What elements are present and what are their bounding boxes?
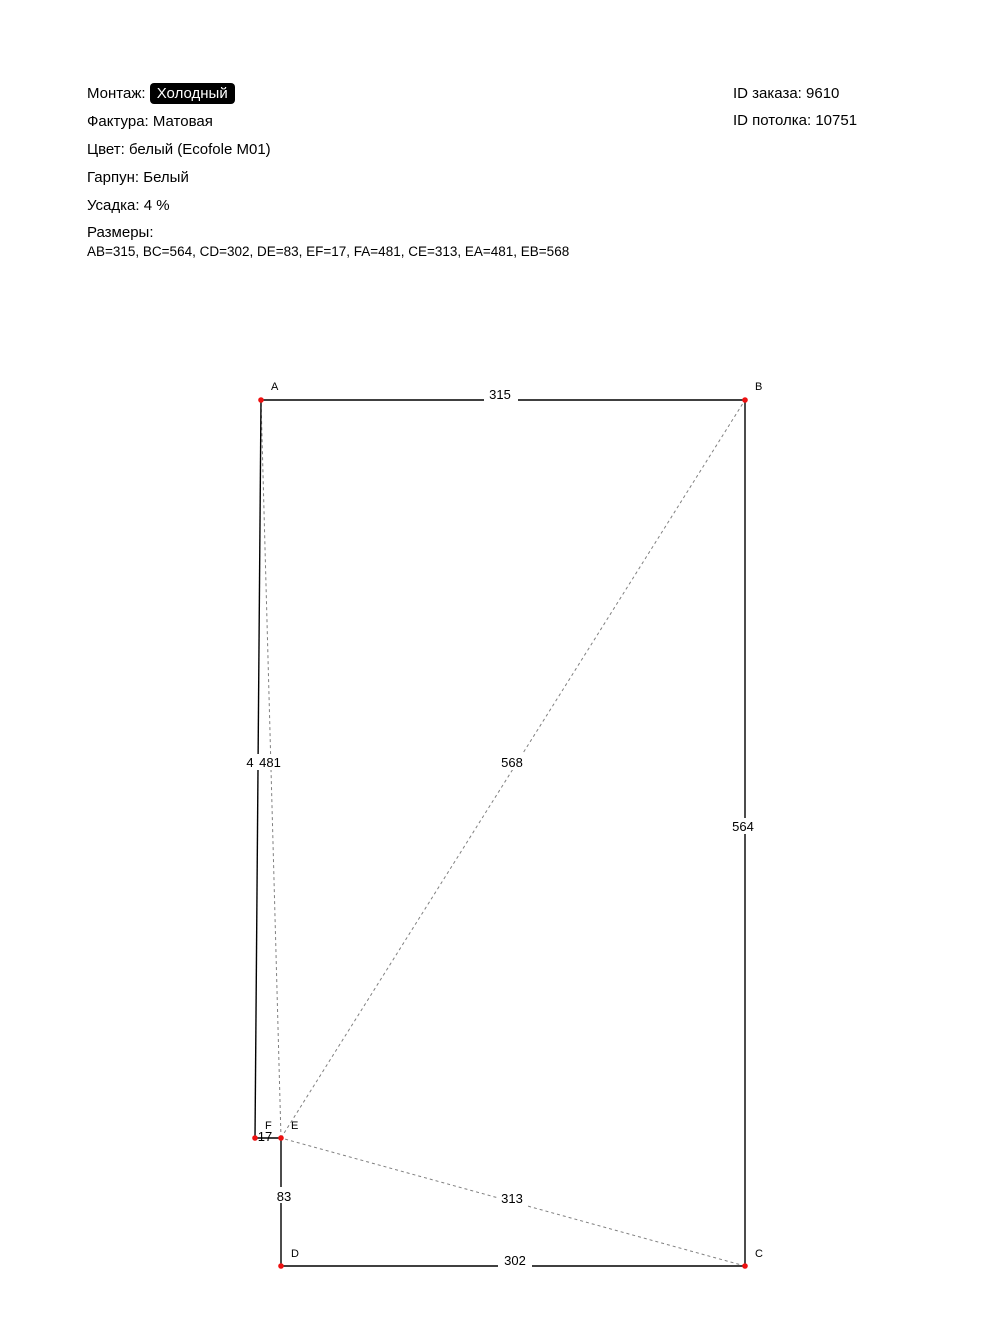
plan-edges	[255, 400, 745, 1266]
mount-label: Монтаж:	[87, 85, 146, 102]
shrink-value: 4 %	[143, 197, 170, 214]
dimensions-values: AB=315, BC=564, CD=302, DE=83, EF=17, FA=481, CE=313, EA=481, EB=568	[87, 244, 570, 259]
vertex-c-dot	[742, 1263, 748, 1269]
order-id-label: ID заказа:	[733, 85, 802, 102]
measure-cd: 302	[504, 1253, 526, 1268]
plan-diagonals	[261, 400, 745, 1266]
harpoon-label: Гарпун:	[87, 169, 140, 186]
measure-ef: 17	[257, 1129, 273, 1144]
vertex-f-dot	[252, 1135, 258, 1141]
vertex-e-dot	[278, 1135, 284, 1141]
mount-badge: Холодный	[150, 83, 235, 104]
vertex-e-label: E	[291, 1120, 299, 1132]
shrink-label: Усадка:	[87, 197, 140, 214]
vertex-c-label: C	[755, 1248, 763, 1260]
texture-label: Фактура:	[87, 113, 149, 130]
measure-de: 83	[276, 1189, 292, 1204]
measure-fa: 4	[246, 755, 254, 770]
vertex-d-dot	[278, 1263, 284, 1269]
harpoon-value: Белый	[143, 169, 189, 186]
measure-bc: 564	[732, 819, 754, 834]
vertex-a-dot	[258, 397, 264, 403]
plan-vertices	[252, 381, 763, 1269]
vertex-a-label: A	[271, 381, 279, 393]
vertex-b-dot	[742, 397, 748, 403]
texture-value: Матовая	[152, 113, 213, 130]
ceiling-id-value: 10751	[815, 112, 858, 129]
vertex-b-label: B	[755, 381, 763, 393]
plan-measurements	[244, 386, 757, 1268]
color-label: Цвет:	[87, 141, 125, 158]
measure-eb: 568	[501, 755, 523, 770]
measure-ea: 481	[259, 755, 281, 770]
ceiling-id-label: ID потолка:	[733, 112, 812, 129]
color-value: белый (Ecofole M01)	[128, 141, 271, 158]
measure-ab: 315	[489, 387, 511, 402]
dimensions-label: Размеры:	[87, 224, 154, 241]
vertex-d-label: D	[291, 1248, 299, 1260]
order-id-value: 9610	[806, 85, 840, 102]
vertex-f-label: F	[265, 1120, 272, 1132]
measure-ce: 313	[501, 1191, 523, 1206]
